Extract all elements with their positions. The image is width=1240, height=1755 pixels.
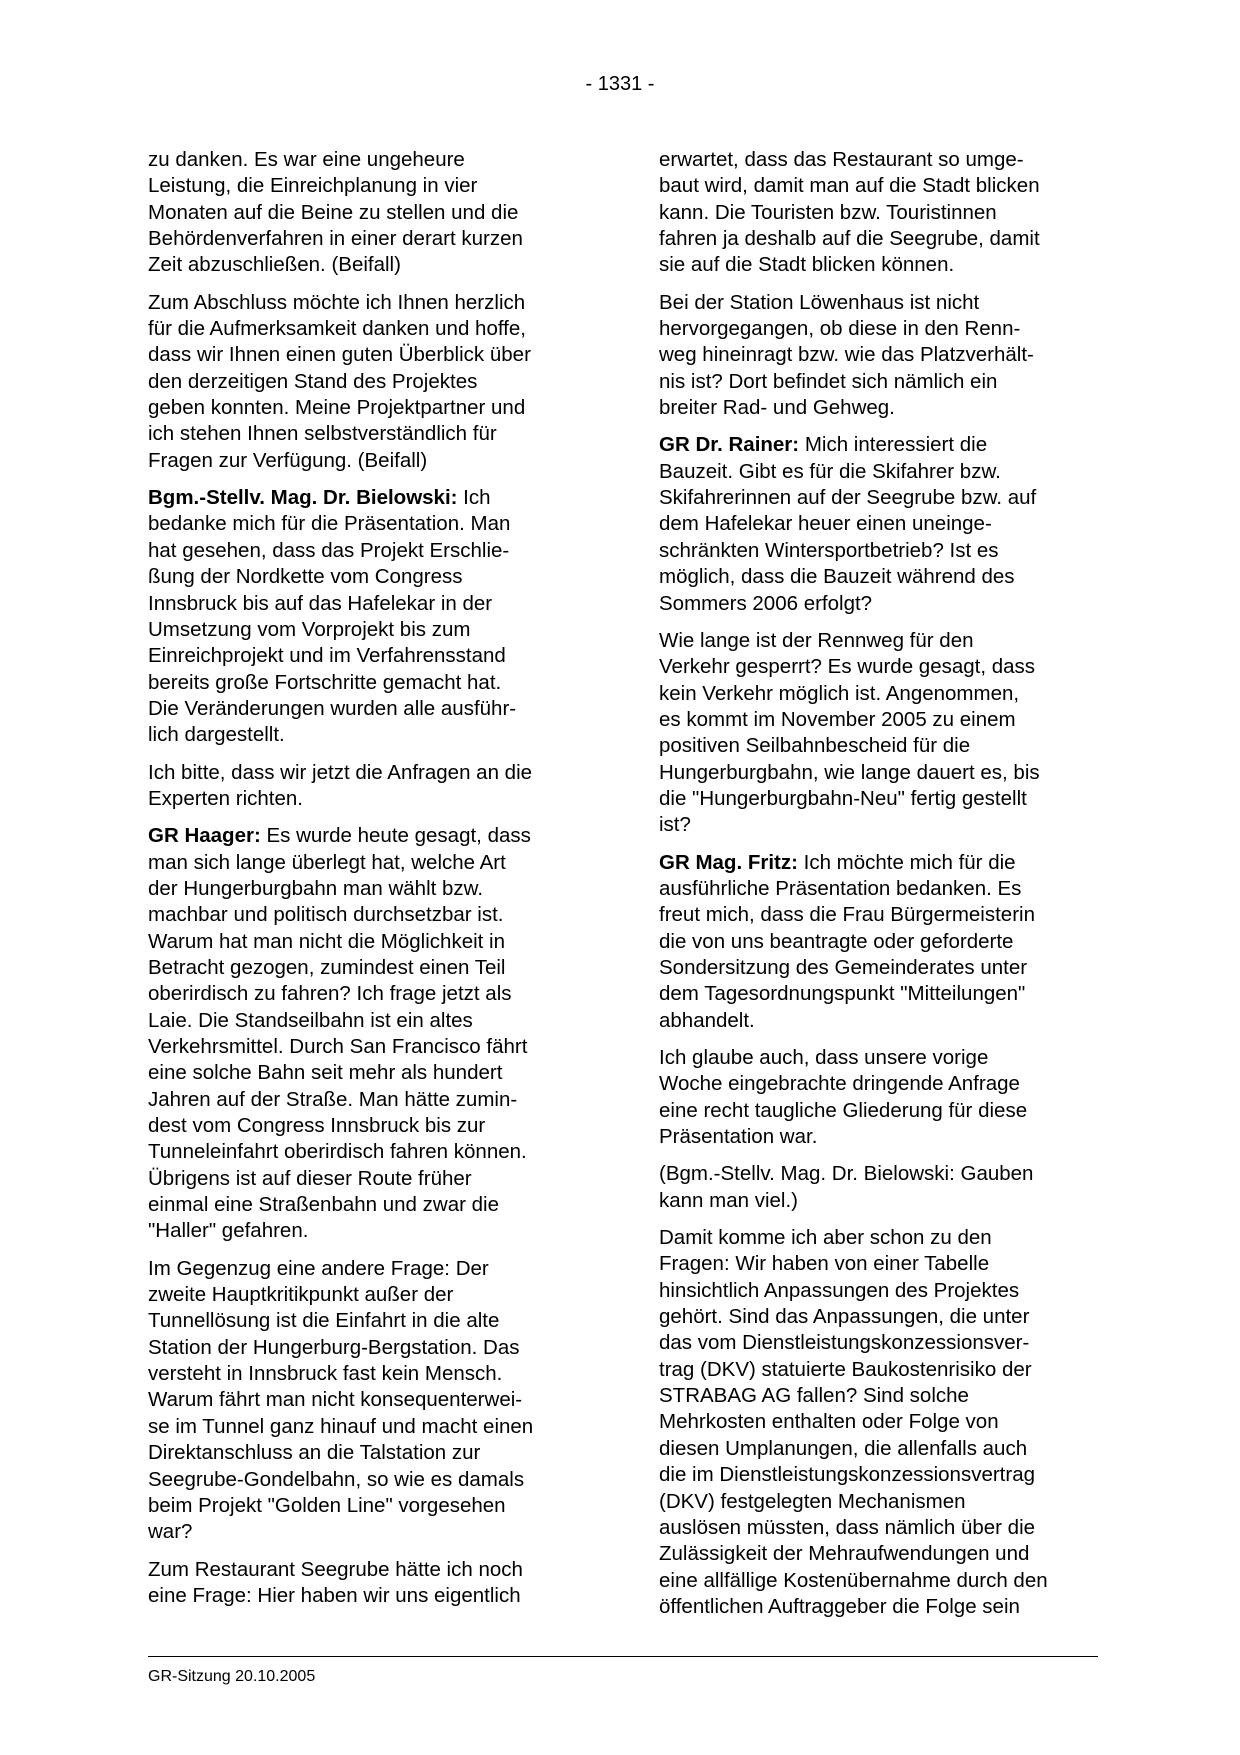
text-line: Tunneleinfahrt oberirdisch fahren können.: [148, 1140, 527, 1164]
text-line: trag (DKV) statuierte Baukostenrisiko der: [659, 1357, 1032, 1381]
paragraph: [659, 628, 1104, 839]
paragraph: [659, 1161, 1104, 1214]
speaker-line-text: Mich interessiert die: [799, 433, 988, 457]
paragraph: [659, 1225, 1104, 1620]
text-line: ich stehen Ihnen selbstverständlich für: [148, 422, 497, 446]
text-line: Verkehrsmittel. Durch San Francisco fährt: [148, 1035, 528, 1058]
text-line: kann man viel.): [659, 1188, 799, 1212]
text-line: bereits große Fortschritte gemacht hat.: [148, 670, 502, 694]
text-line: eine Frage: Hier haben wir uns eigentlich: [148, 1583, 521, 1607]
footer-session-date: GR-Sitzung 20.10.2005: [148, 1668, 316, 1685]
text-line: diesen Umplanungen, die allenfalls auch: [659, 1436, 1028, 1460]
text-line: gehört. Sind das Anpassungen, die unter: [659, 1305, 1030, 1329]
text-line: positiven Seilbahnbescheid für die: [659, 734, 971, 758]
text-line: es kommt im November 2005 zu einem: [659, 707, 1016, 731]
text-line: Warum hat man nicht die Möglichkeit in: [148, 929, 505, 953]
text-line: Station der Hungerburg-Bergstation. Das: [148, 1335, 520, 1359]
text-line: öffentlichen Auftraggeber die Folge sein: [659, 1594, 1020, 1618]
text-line: Direktanschluss an die Talstation zur: [148, 1441, 481, 1465]
text-line: Ich bitte, dass wir jetzt die Anfragen an die: [148, 760, 533, 784]
paragraph: [659, 850, 1104, 1034]
paragraph: [148, 823, 588, 1245]
text-line: die "Hungerburgbahn-Neu" fertig gestellt: [659, 786, 1027, 810]
text-line: für die Aufmerksamkeit danken und hoffe,: [148, 317, 526, 341]
text-line: Fragen: Wir haben von einer Tabelle: [659, 1252, 990, 1276]
text-line: bedanke mich für die Präsentation. Man: [148, 512, 511, 536]
paragraph: [659, 432, 1104, 616]
text-line: Warum fährt man nicht konsequenterwei-: [148, 1388, 523, 1412]
speaker-name: GR Mag. Fritz:: [659, 850, 798, 874]
text-line: die von uns beantragte oder geforderte: [659, 929, 1014, 953]
text-line: Bei der Station Löwenhaus ist nicht: [659, 290, 980, 314]
text-line: weg hineinragt bzw. wie das Platzverhält-: [659, 343, 1034, 367]
text-line: versteht in Innsbruck fast kein Mensch.: [148, 1362, 503, 1386]
text-line: Übrigens ist auf dieser Route früher: [148, 1166, 472, 1190]
text-line: lich dargestellt.: [148, 723, 285, 747]
text-line: Bauzeit. Gibt es für die Skifahrer bzw.: [659, 459, 1001, 483]
speaker-name: Bgm.-Stellv. Mag. Dr. Bielowski:: [148, 486, 458, 510]
paragraph: [148, 1557, 588, 1610]
text-line: ausführliche Präsentation bedanken. Es: [659, 876, 1022, 900]
text-line: Betracht gezogen, zumindest einen Teil: [148, 955, 506, 979]
text-line: Skifahrerinnen auf der Seegrube bzw. auf: [659, 486, 1037, 510]
text-line: Behördenverfahren in einer derart kurzen: [148, 227, 523, 251]
text-line: den derzeitigen Stand des Projektes: [148, 369, 478, 393]
text-line: STRABAG AG fallen? Sind solche: [659, 1384, 969, 1408]
text-line: sie auf die Stadt blicken können.: [659, 253, 955, 277]
text-line: Zum Abschluss möchte ich Ihnen herzlich: [148, 290, 526, 314]
text-line: (Bgm.-Stellv. Mag. Dr. Bielowski: Gauben: [659, 1162, 1034, 1186]
text-line: abhandelt.: [659, 1008, 755, 1032]
text-line: Hungerburgbahn, wie lange dauert es, bis: [659, 760, 1040, 784]
text-line: Laie. Die Standseilbahn ist ein altes: [148, 1008, 473, 1032]
text-line: se im Tunnel ganz hinauf und macht einen: [148, 1414, 534, 1438]
text-line: Experten richten.: [148, 786, 303, 810]
text-line: Wie lange ist der Rennweg für den: [659, 628, 974, 652]
text-line: Fragen zur Verfügung. (Beifall): [148, 448, 428, 472]
text-line: Umsetzung vom Vorprojekt bis zum: [148, 617, 471, 641]
text-line: Zeit abzuschließen. (Beifall): [148, 253, 401, 277]
text-line: Seegrube-Gondelbahn, so wie es damals: [148, 1467, 525, 1491]
paragraph: [148, 760, 588, 813]
text-line: ist?: [659, 813, 691, 837]
text-line: machbar und politisch durchsetzbar ist.: [148, 903, 504, 927]
text-line: hervorgegangen, ob diese in den Renn-: [659, 317, 1021, 341]
paragraph: [148, 290, 588, 474]
paragraph: [148, 147, 588, 279]
text-line: dem Hafelekar heuer einen uneinge-: [659, 512, 992, 536]
text-line: Woche eingebrachte dringende Anfrage: [659, 1072, 1020, 1096]
paragraph: [659, 147, 1104, 279]
text-line: "Haller" gefahren.: [148, 1219, 309, 1243]
right-column: [659, 147, 1104, 1631]
text-line: fahren ja deshalb auf die Seegrube, damit: [659, 227, 1040, 251]
text-line: kann. Die Touristen bzw. Touristinnen: [659, 200, 997, 224]
text-line: Jahren auf der Straße. Man hätte zumin-: [148, 1087, 518, 1111]
paragraph: [659, 290, 1104, 422]
text-line: auslösen müssten, dass nämlich über die: [659, 1515, 1036, 1539]
text-line: möglich, dass die Bauzeit während des: [659, 565, 1015, 589]
text-line: schränkten Wintersportbetrieb? Ist es: [659, 538, 999, 562]
text-line: ßung der Nordkette vom Congress: [148, 565, 463, 589]
text-line: eine allfällige Kostenübernahme durch den: [659, 1568, 1048, 1592]
text-line: Einreichprojekt und im Verfahrensstand: [148, 644, 506, 668]
text-line: Die Veränderungen wurden alle ausführ-: [148, 696, 517, 720]
text-line: geben konnten. Meine Projektpartner und: [148, 396, 526, 420]
text-line: Sondersitzung des Gemeinderates unter: [659, 955, 1028, 979]
text-line: man sich lange überlegt hat, welche Art: [148, 850, 506, 874]
text-line: Tunnellösung ist die Einfahrt in die alte: [148, 1309, 500, 1333]
speaker-line-text: Es wurde heute gesagt, dass: [260, 824, 531, 848]
speaker-line: [148, 823, 588, 849]
text-line: war?: [148, 1520, 193, 1544]
text-line: (DKV) festgelegten Mechanismen: [659, 1489, 966, 1513]
paragraph: [659, 1045, 1104, 1150]
speaker-line: [148, 485, 588, 511]
text-line: eine solche Bahn seit mehr als hundert: [148, 1061, 503, 1085]
speaker-line: [659, 432, 1104, 458]
text-line: hat gesehen, dass das Projekt Erschlie-: [148, 538, 510, 562]
speaker-name: GR Haager:: [148, 824, 261, 848]
text-line: Mehrkosten enthalten oder Folge von: [659, 1410, 999, 1434]
text-line: Präsentation war.: [659, 1125, 818, 1149]
text-line: zweite Hauptkritikpunkt außer der: [148, 1283, 454, 1307]
text-line: nis ist? Dort befindet sich nämlich ein: [659, 369, 998, 393]
text-line: Monaten auf die Beine zu stellen und die: [148, 200, 519, 224]
text-line: zu danken. Es war eine ungeheure: [148, 148, 465, 171]
text-line: eine recht taugliche Gliederung für diese: [659, 1098, 1028, 1122]
text-line: oberirdisch zu fahren? Ich frage jetzt als: [148, 982, 512, 1006]
speaker-line: [659, 850, 1104, 876]
text-line: Leistung, die Einreichplanung in vier: [148, 174, 478, 198]
text-line: erwartet, dass das Restaurant so umge-: [659, 148, 1024, 171]
page-number: - 1331 -: [585, 73, 655, 95]
speaker-line-text: Ich möchte mich für die: [797, 850, 1016, 874]
text-line: baut wird, damit man auf die Stadt blicken: [659, 174, 1040, 198]
text-line: dest vom Congress Innsbruck bis zur: [148, 1114, 486, 1138]
paragraph: [148, 1256, 588, 1546]
speaker-name: GR Dr. Rainer:: [659, 433, 800, 457]
text-line: Zum Restaurant Seegrube hätte ich noch: [148, 1557, 523, 1581]
text-line: Sommers 2006 erfolgt?: [659, 591, 873, 615]
text-line: dass wir Ihnen einen guten Überblick über: [148, 343, 531, 367]
text-line: einmal eine Straßenbahn und zwar die: [148, 1193, 499, 1217]
text-line: das vom Dienstleistungskonzessionsver-: [659, 1331, 1030, 1355]
text-line: die im Dienstleistungskonzessionsvertrag: [659, 1463, 1036, 1487]
footer-divider: [148, 1656, 1098, 1657]
text-line: Innsbruck bis auf das Hafelekar in der: [148, 591, 493, 615]
text-line: dem Tagesordnungspunkt "Mitteilungen": [659, 982, 1026, 1006]
text-line: breiter Rad- und Gehweg.: [659, 396, 895, 420]
text-line: Im Gegenzug eine andere Frage: Der: [148, 1256, 489, 1280]
text-line: freut mich, dass die Frau Bürgermeisterin: [659, 903, 1035, 927]
text-line: Damit komme ich aber schon zu den: [659, 1226, 992, 1250]
text-line: Zulässigkeit der Mehraufwendungen und: [659, 1542, 1030, 1566]
text-line: der Hungerburgbahn man wählt bzw.: [148, 876, 484, 900]
paragraph: [148, 485, 588, 748]
left-column: [148, 147, 588, 1620]
text-line: kein Verkehr möglich ist. Angenommen,: [659, 681, 1020, 705]
speaker-line-text: Ich: [457, 486, 491, 510]
text-line: Verkehr gesperrt? Es wurde gesagt, dass: [659, 655, 1036, 679]
text-line: Ich glaube auch, dass unsere vorige: [659, 1046, 989, 1069]
text-line: beim Projekt "Golden Line" vorgesehen: [148, 1493, 506, 1517]
text-line: hinsichtlich Anpassungen des Projektes: [659, 1278, 1020, 1302]
